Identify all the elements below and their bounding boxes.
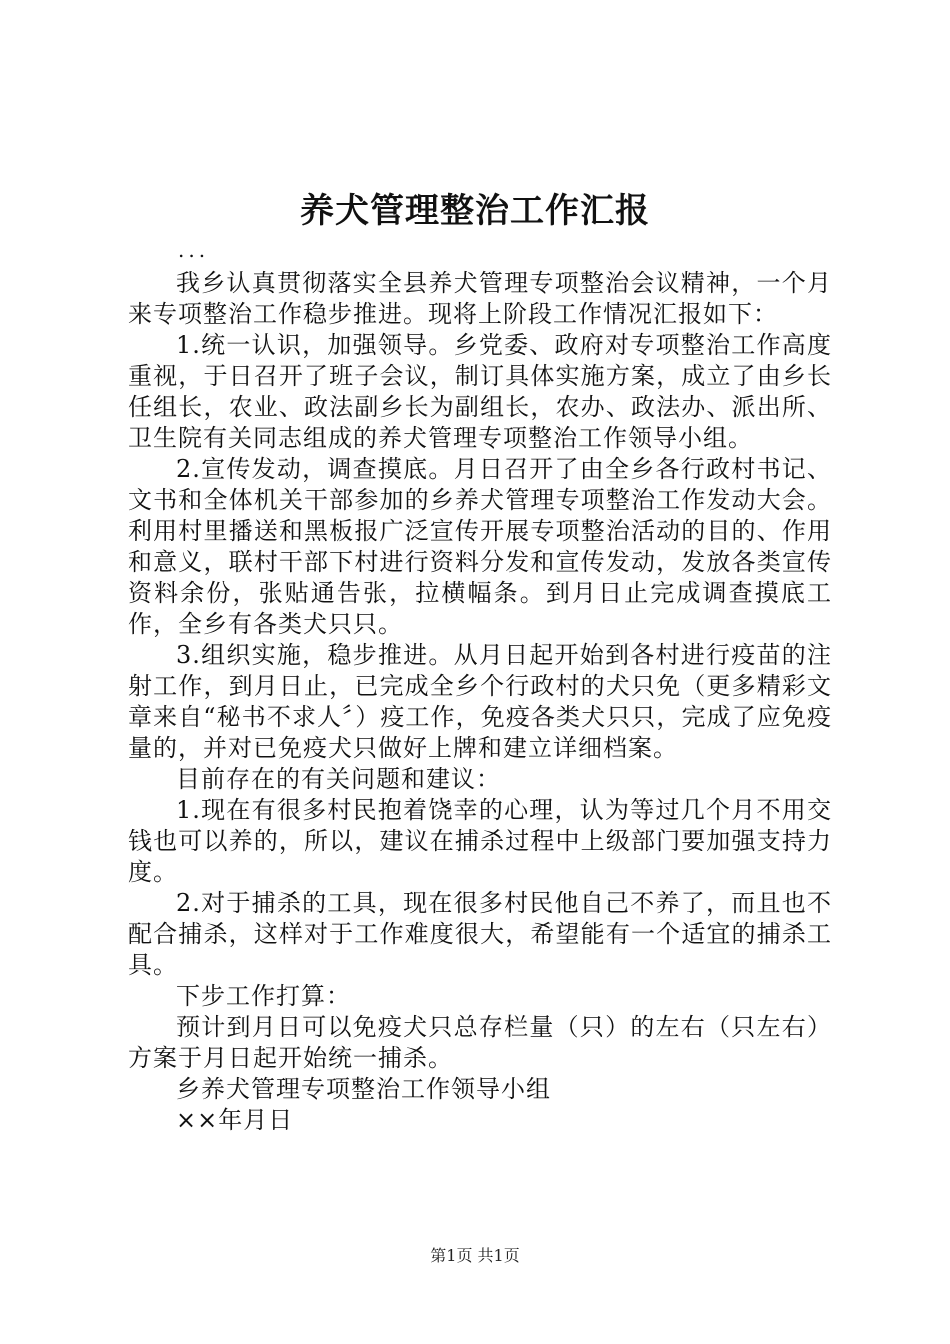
paragraph-plan: 预计到月日可以免疫犬只总存栏量（只）的左右（只左右）方案于月日起开始统一捕杀。 [128,1013,832,1072]
document-body [128,268,832,1136]
paragraph-issue-1: 1.现在有很多村民抱着饶幸的心理，认为等过几个月不用交钱也可以养的，所以，建议在捕杀过程中上级部门要加强支持力度。 [128,796,832,886]
ellipsis-mark: ... [178,238,210,262]
paragraph-issues-heading: 目前存在的有关问题和建议： [176,765,501,793]
paragraph-plan-heading: 下步工作打算： [176,982,351,1010]
page-footer: 第1页 共1页 [430,1246,520,1265]
paragraph-intro: 我乡认真贯彻落实全县养犬管理专项整治会议精神，一个月来专项整治工作稳步推进。现将上阶段工作情况汇报如下： [128,269,832,328]
paragraph-issue-2: 2.对于捕杀的工具，现在很多村民他自己不养了，而且也不配合捕杀，这样对于工作难度很大，希望能有一个适宜的捕杀工具。 [128,889,832,979]
signature-org: 乡养犬管理专项整治工作领导小组 [176,1075,551,1103]
signature-date: ××年月日 [176,1106,294,1134]
page-title: 养犬管理整治工作汇报 [300,191,650,231]
paragraph-item-1: 1.统一认识，加强领导。乡党委、政府对专项整治工作高度重视，于日召开了班子会议，制订具体实施方案，成立了由乡长任组长，农业、政法副乡长为副组长，农办、政法办、派出所、卫生院有关同志组成的养犬管理专项整治工作领导小组。 [128,331,832,452]
paragraph-item-3: 3.组织实施，稳步推进。从月日起开始到各村进行疫苗的注射工作，到月日止，已完成全乡个行政村的犬只免（更多精彩文章来自“秘书不求人〞）疫工作，免疫各类犬只只，完成了应免疫量的，并对已免疫犬只做好上牌和建立详细档案。 [128,641,832,762]
paragraph-item-2: 2.宣传发动，调查摸底。月日召开了由全乡各行政村书记、文书和全体机关干部参加的乡养犬管理专项整治工作发动大会。利用村里播送和黑板报广泛宣传开展专项整治活动的目的、作用和意义，联村干部下村进行资料分发和宣传发动，发放各类宣传资料余份，张贴通告张，拉横幅条。到月日止完成调查摸底工作，全乡有各类犬只只。 [128,455,832,638]
